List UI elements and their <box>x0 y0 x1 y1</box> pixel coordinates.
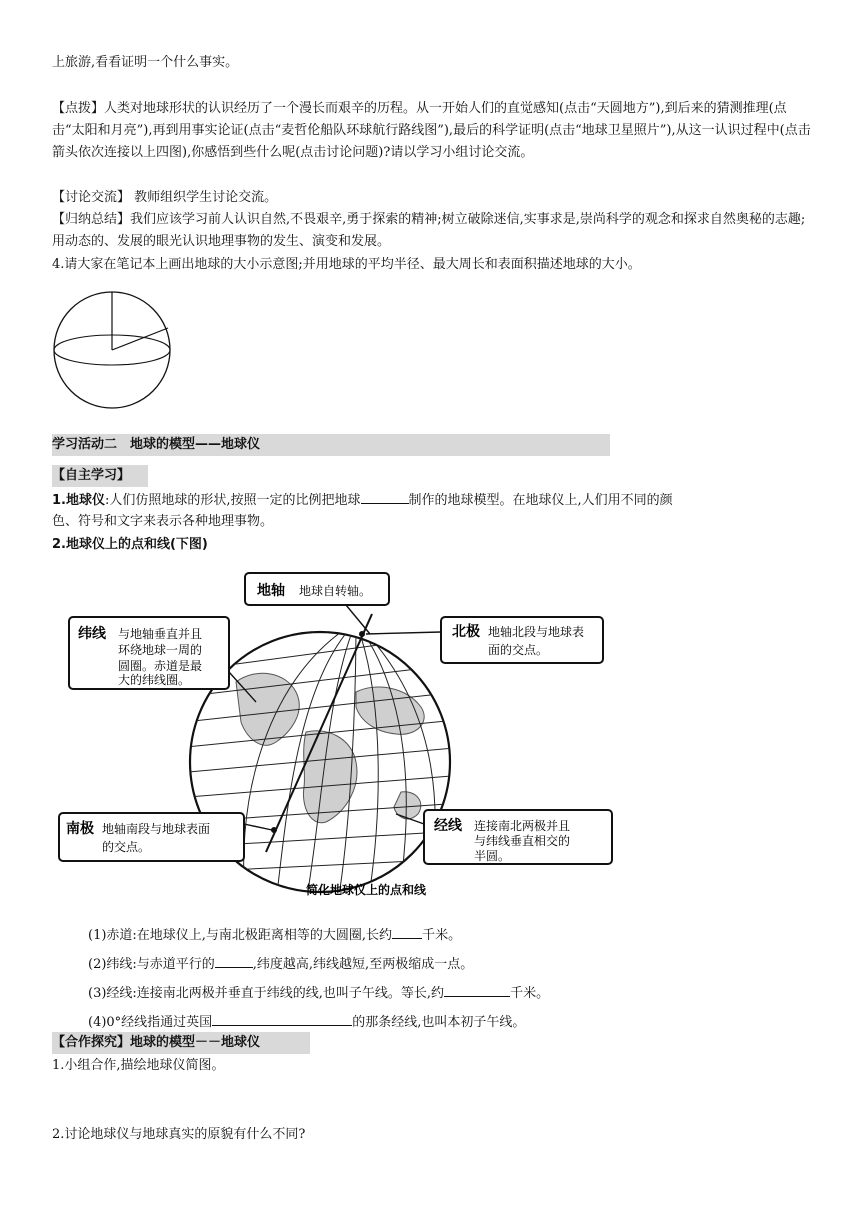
lat-callout-text-3: 圆圈。赤道是最 <box>118 659 203 673</box>
tip-text: 人类对地球形状的认识经历了一个漫长而艰辛的历程。从一开始人们的直觉感知(点击“天圆地方”),到后来的猜测推理(点击“太阳和月亮”),再到用事实论证(点击“麦哲伦船队环球航行路线图”),最后的科学证明(点击“地球卫星照片”),从这一认识过程中(点击箭头依次连接以上四图),你感悟到些什么呢(点击讨论问题)?请以学习小组讨论交流。 <box>52 101 811 160</box>
fill-2-text-a: (2)纬线:与赤道平行的 <box>88 957 215 972</box>
south-callout-title: 南极 <box>66 821 94 837</box>
south-callout-text-2: 的交点。 <box>102 840 151 854</box>
item2-label: 2.地球仪上的点和线(下图) <box>52 537 208 552</box>
lon-callout-text-1: 连接南北两极并且 <box>474 819 571 833</box>
axis-callout-text: 地球自转轴。 <box>299 584 372 598</box>
intro-tail: 上旅游,看看证明一个什么事实。 <box>52 55 239 70</box>
fill-4-text-a: (4)0°经线指通过英国 <box>88 1015 213 1030</box>
item1-line <box>52 489 673 512</box>
self-study-label: 【自主学习】 <box>52 465 148 487</box>
lat-callout-text-4: 大的纬线圈。 <box>118 673 191 687</box>
blank-parallel-circle[interactable] <box>215 953 253 968</box>
axis-callout-title: 地轴 <box>257 583 285 599</box>
lat-callout-title: 纬线 <box>78 626 106 642</box>
lat-callout-text-1: 与地轴垂直并且 <box>118 627 203 641</box>
activity2-title: 学习活动二 地球的模型——地球仪 <box>52 434 610 456</box>
globe-figure <box>56 562 616 910</box>
coop-label: 【合作探究】地球的模型－－地球仪 <box>52 1032 310 1054</box>
fill-1-text-b: 千米。 <box>422 928 462 943</box>
lon-callout-title: 经线 <box>434 818 462 834</box>
discuss-label: 【讨论交流】 <box>52 190 131 205</box>
fill-3 <box>88 982 549 1005</box>
coop-q2: 2.讨论地球仪与地球真实的原貌有什么不同? <box>52 1127 306 1142</box>
north-callout-title: 北极 <box>452 624 480 640</box>
item1-text-a: :人们仿照地球的形状,按照一定的比例把地球 <box>104 493 361 508</box>
fill-3-text-a: (3)经线:连接南北两极并垂直于纬线的线,也叫子午线。等长,约 <box>88 986 445 1001</box>
fill-2-text-b: ,纬度越高,纬线越短,至两极缩成一点。 <box>252 957 474 972</box>
blank-meridian-length[interactable] <box>444 982 510 997</box>
lon-callout-text-2: 与纬线垂直相交的 <box>474 834 571 848</box>
blank-equator-length[interactable] <box>392 924 422 939</box>
item1-line-2: 色、符号和文字来表示各种地理事物。 <box>52 514 274 529</box>
question-4: 4.请大家在笔记本上画出地球的大小示意图;并用地球的平均半径、最大周长和表面积描述地球的大小。 <box>52 257 641 272</box>
lat-callout-text-2: 环绕地球一周的 <box>118 643 203 657</box>
lon-callout-text-3: 半圆。 <box>474 849 511 863</box>
item1-label: 1.地球仪 <box>52 493 105 508</box>
fill-4 <box>88 1011 525 1034</box>
longitude-callout <box>396 810 612 864</box>
coop-q1: 1.小组合作,描绘地球仪简图。 <box>52 1058 225 1073</box>
north-callout-text-1: 地轴北段与地球表 <box>488 625 585 639</box>
south-callout-text-1: 地轴南段与地球表面 <box>102 822 211 836</box>
north-callout-text-2: 面的交点。 <box>488 643 549 657</box>
fill-3-text-b: 千米。 <box>510 986 550 1001</box>
discuss-line <box>52 187 277 209</box>
fill-1-text-a: (1)赤道:在地球仪上,与南北极距离相等的大圆圈,长约 <box>88 928 393 943</box>
south-pole-callout <box>59 813 272 861</box>
north-pole-callout <box>366 617 603 663</box>
summary-label: 【归纳总结】 <box>52 212 131 227</box>
discuss-text: 教师组织学生讨论交流。 <box>134 190 278 205</box>
blank-greenwich[interactable] <box>212 1011 352 1026</box>
sphere-sketch <box>50 288 174 412</box>
summary-paragraph <box>52 209 812 253</box>
fill-1 <box>88 924 461 947</box>
tip-label: 【点拨】 <box>52 101 105 116</box>
item1-text-b: 制作的地球模型。在地球仪上,人们用不同的颜 <box>408 493 673 508</box>
blank-scale-down[interactable] <box>361 489 409 504</box>
tip-paragraph <box>52 98 812 164</box>
fill-2 <box>88 953 473 976</box>
summary-text: 我们应该学习前人认识自然,不畏艰辛,勇于探索的精神;树立破除迷信,实事求是,崇尚科学的观念和探求自然奥秘的志趣;用动态的、发展的眼光认识地理事物的发生、演变和发展。 <box>52 212 806 249</box>
fill-4-text-b: 的那条经线,也叫本初子午线。 <box>352 1015 526 1030</box>
figure-caption: 简化地球仪上的点和线 <box>306 883 427 897</box>
